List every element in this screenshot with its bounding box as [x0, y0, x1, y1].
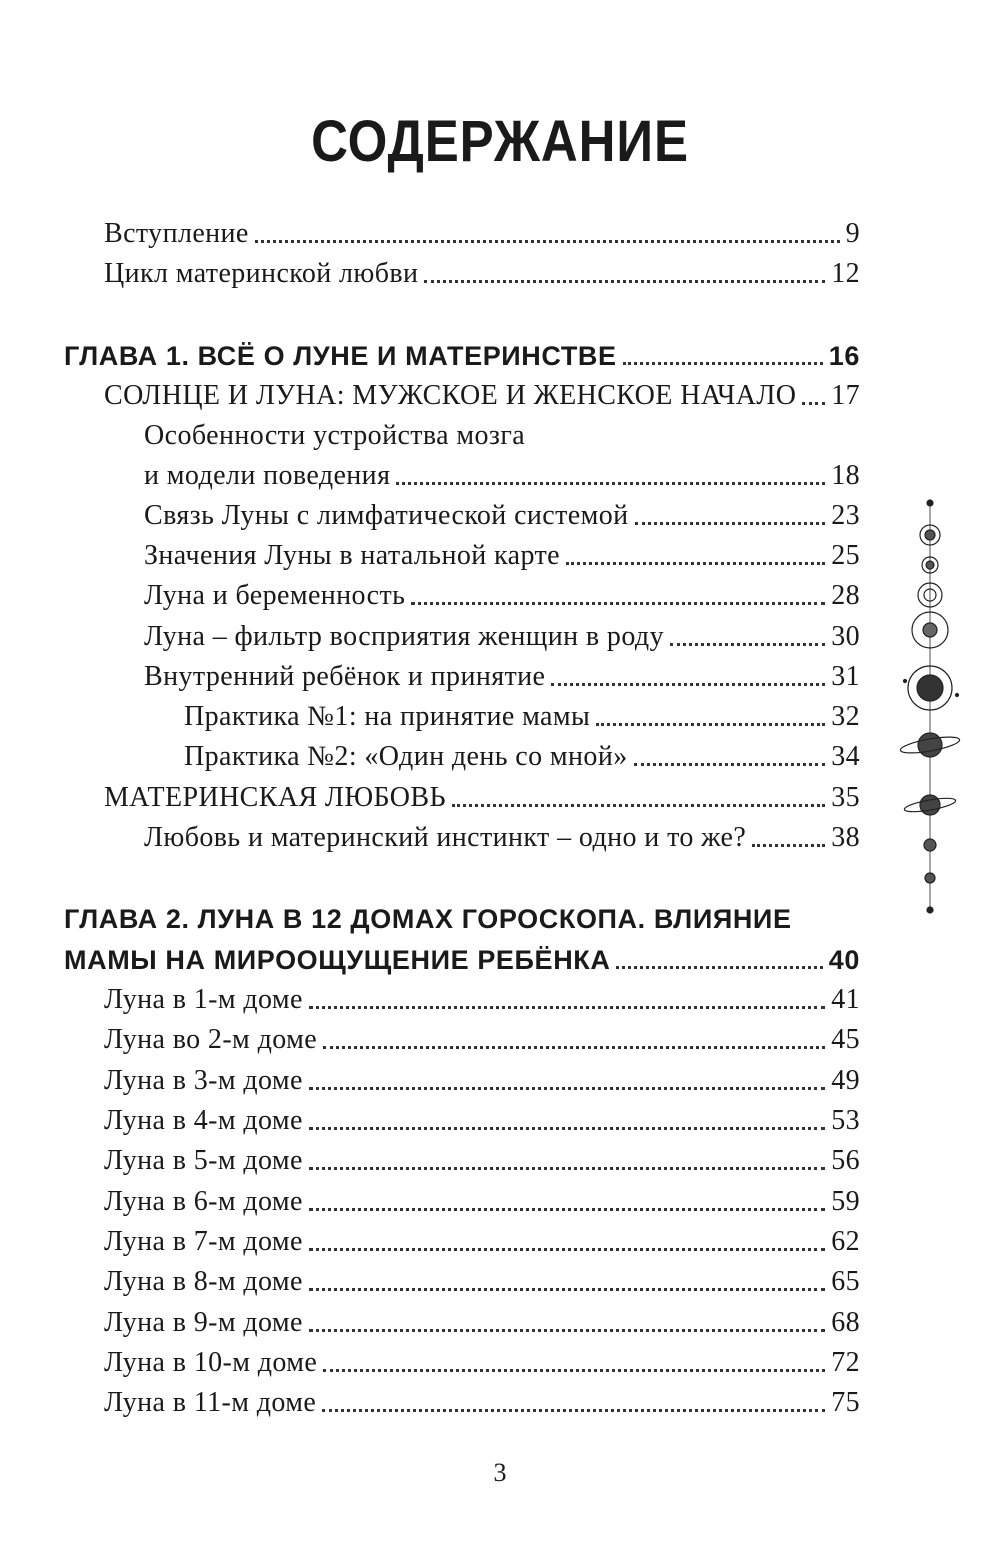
toc-entry[interactable] — [144, 578, 860, 614]
dot-leader — [323, 1368, 825, 1372]
planets-chain-icon — [885, 495, 975, 925]
toc-chapter[interactable] — [64, 901, 860, 937]
toc-entry[interactable] — [104, 378, 860, 414]
toc-entry-page: 18 — [831, 460, 860, 491]
toc-entry[interactable] — [144, 659, 860, 695]
toc-entry-page: 38 — [831, 822, 860, 853]
toc-entry-title: ГЛАВА 1. ВСЁ О ЛУНЕ И МАТЕРИНСТВЕ — [64, 341, 617, 371]
toc-entry-title: Практика №1: на принятие мамы — [184, 701, 591, 732]
toc-entry-page: 31 — [831, 661, 860, 692]
toc-entry-page: 49 — [831, 1065, 860, 1096]
toc-entry-page: 23 — [831, 500, 860, 531]
toc-entry[interactable] — [104, 982, 860, 1018]
dot-leader — [616, 965, 822, 969]
dot-leader — [323, 1045, 825, 1049]
toc-entry-page: 65 — [831, 1266, 860, 1297]
dot-leader — [309, 1247, 825, 1251]
toc-entry[interactable] — [104, 1224, 860, 1260]
toc-entry-title: МАМЫ НА МИРООЩУЩЕНИЕ РЕБЁНКА — [64, 945, 611, 975]
toc-entry-title: Связь Луны с лимфатической системой — [144, 500, 629, 531]
dot-leader — [309, 1287, 825, 1291]
toc-entry-page: 53 — [831, 1105, 860, 1136]
toc-entry[interactable] — [144, 498, 860, 534]
toc-entry[interactable] — [144, 619, 860, 655]
toc-entry-page: 35 — [831, 782, 860, 813]
toc-entry-page: 62 — [831, 1226, 860, 1257]
toc-entry-page: 9 — [845, 218, 860, 249]
toc-entry-title: ГЛАВА 2. ЛУНА В 12 ДОМАХ ГОРОСКОПА. ВЛИЯНИЕ — [64, 904, 792, 934]
toc-entry-title: Цикл материнской любви — [104, 258, 419, 289]
toc-chapter[interactable] — [64, 942, 860, 978]
toc-entry-page: 41 — [831, 984, 860, 1015]
dot-leader — [802, 401, 825, 405]
dot-leader — [396, 481, 825, 485]
dot-leader — [596, 722, 825, 726]
toc-entry[interactable] — [104, 1143, 860, 1179]
toc-entry[interactable] — [104, 1345, 860, 1381]
toc-entry-title: МАТЕРИНСКАЯ ЛЮБОВЬ — [104, 782, 446, 813]
toc-entry-title: Особенности устройства мозга — [144, 420, 526, 451]
toc-entry[interactable] — [104, 1184, 860, 1220]
toc-entry-title: Луна в 5-м доме — [104, 1145, 303, 1176]
page-title: СОДЕРЖАНИЕ — [311, 109, 689, 174]
toc-entry[interactable] — [184, 699, 860, 735]
toc-entry-title: Значения Луны в натальной карте — [144, 540, 560, 571]
toc-entry-title: Луна и беременность — [144, 580, 406, 611]
dot-leader — [309, 1005, 825, 1009]
toc-entry-title: Луна в 4-м доме — [104, 1105, 303, 1136]
dot-leader — [309, 1166, 825, 1170]
toc-entry-title: Луна в 8-м доме — [104, 1266, 303, 1297]
toc-entry-page: 34 — [831, 741, 860, 772]
toc-entry[interactable] — [104, 1264, 860, 1300]
toc-entry-page: 59 — [831, 1186, 860, 1217]
toc-entry-page: 12 — [831, 258, 860, 289]
dot-leader — [670, 642, 825, 646]
dot-leader — [551, 682, 825, 686]
toc-entry-page: 17 — [831, 380, 860, 411]
toc-entry[interactable] — [104, 1103, 860, 1139]
toc-entry[interactable] — [104, 1022, 860, 1058]
toc-chapter[interactable] — [64, 338, 860, 374]
dot-leader — [634, 762, 826, 766]
page-number: 3 — [493, 1458, 507, 1487]
toc-entry-page: 28 — [831, 580, 860, 611]
toc-entry-page: 75 — [831, 1387, 860, 1418]
toc-entry-page: 32 — [831, 701, 860, 732]
toc-entry-title: Внутренний ребёнок и принятие — [144, 661, 546, 692]
toc-entry[interactable] — [144, 458, 860, 494]
toc-entry-title: Практика №2: «Один день со мной» — [184, 741, 628, 772]
dot-leader — [752, 843, 825, 847]
toc-entry-title: Луна в 10-м доме — [104, 1347, 318, 1378]
toc-entry-page: 16 — [828, 341, 860, 371]
toc-entry-title: Луна в 6-м доме — [104, 1186, 303, 1217]
toc-entry-title: Луна в 11-м доме — [104, 1387, 317, 1418]
toc-entry[interactable] — [104, 780, 860, 816]
dot-leader — [566, 561, 825, 565]
toc-entry-title: Луна – фильтр восприятия женщин в роду — [144, 621, 664, 652]
toc-entry[interactable] — [104, 1063, 860, 1099]
toc-entry-title: Луна в 9-м доме — [104, 1307, 303, 1338]
toc-entry-title: СОЛНЦЕ И ЛУНА: МУЖСКОЕ И ЖЕНСКОЕ НАЧАЛО — [104, 380, 797, 411]
dot-leader — [623, 361, 823, 365]
toc-entry-page: 72 — [831, 1347, 860, 1378]
toc-entry[interactable] — [144, 820, 860, 856]
toc-entry-page: 25 — [831, 540, 860, 571]
toc-entry-page: 40 — [828, 945, 860, 975]
dot-leader — [309, 1207, 825, 1211]
toc-entry[interactable] — [104, 1385, 860, 1421]
toc-entry-title: Луна в 3-м доме — [104, 1065, 303, 1096]
toc-entry-page: 68 — [831, 1307, 860, 1338]
dot-leader — [322, 1408, 825, 1412]
toc-entry[interactable] — [104, 256, 860, 292]
dot-leader — [309, 1328, 825, 1332]
dot-leader — [255, 239, 840, 243]
dot-leader — [309, 1126, 825, 1130]
toc-entry[interactable] — [104, 1305, 860, 1341]
toc-entry-page: 56 — [831, 1145, 860, 1176]
toc-entry-page: 30 — [831, 621, 860, 652]
toc-entry[interactable] — [144, 538, 860, 574]
toc-entry-title: Вступление — [104, 218, 249, 249]
toc-entry-title: Любовь и материнский инстинкт – одно и то же? — [144, 822, 747, 853]
toc-entry-page: 45 — [831, 1024, 860, 1055]
dot-leader — [635, 521, 826, 525]
toc-entry-title: и модели поведения — [144, 460, 391, 491]
toc-entry-title: Луна в 7-м доме — [104, 1226, 303, 1257]
toc-entry-title: Луна в 1-м доме — [104, 984, 303, 1015]
toc-entry[interactable] — [104, 216, 860, 252]
dot-leader — [424, 279, 825, 283]
toc-entry-title: Луна во 2-м доме — [104, 1024, 318, 1055]
toc-entry[interactable] — [184, 739, 860, 775]
dot-leader — [411, 601, 825, 605]
toc-entry[interactable] — [144, 418, 860, 454]
dot-leader — [452, 803, 825, 807]
dot-leader — [309, 1086, 825, 1090]
